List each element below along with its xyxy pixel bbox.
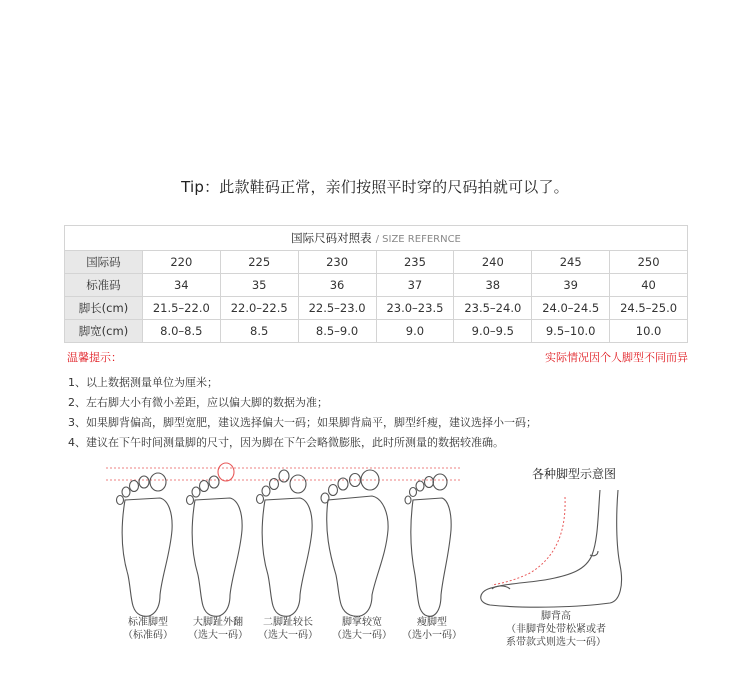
table-cell: 10.0 — [610, 320, 688, 343]
table-cell: 22.0–22.5 — [220, 297, 298, 320]
table-row — [65, 274, 688, 297]
table-cell: 23.0–23.5 — [376, 297, 454, 320]
tip-text: Tip：此款鞋码正常，亲们按照平时穿的尺码拍就可以了。 — [181, 178, 569, 196]
table-row — [65, 251, 688, 274]
table-cell: 8.5–9.0 — [298, 320, 376, 343]
table-cell: 225 — [220, 251, 298, 274]
row-header: 脚长(cm) — [65, 297, 143, 320]
table-caption-title: 国际尺码对照表 — [291, 231, 372, 245]
wide-foot-icon — [321, 470, 388, 616]
table-cell: 230 — [298, 251, 376, 274]
table-cell: 240 — [454, 251, 532, 274]
table-cell: 235 — [376, 251, 454, 274]
side-view-title: 各种脚型示意图 — [532, 467, 617, 481]
table-cell: 36 — [298, 274, 376, 297]
foot-type-advice: （选大一码） — [188, 630, 248, 641]
table-cell: 37 — [376, 274, 454, 297]
table-cell: 245 — [532, 251, 610, 274]
foot-type-name: 大脚趾外翻 — [193, 617, 243, 628]
note-item: 2、左右脚大小有微小差距，应以偏大脚的数据为准； — [68, 396, 328, 409]
foot-types-illustration — [100, 460, 480, 640]
foot-type-label — [253, 616, 323, 642]
row-header: 国际码 — [65, 251, 143, 274]
table-row — [65, 320, 688, 343]
table-caption — [65, 226, 688, 251]
table-cell: 220 — [142, 251, 220, 274]
side-view-label-line: （非脚背处带松紧或者 — [506, 624, 606, 635]
table-cell: 40 — [610, 274, 688, 297]
foot-type-label — [183, 616, 253, 642]
foot-type-name: 标准脚型 — [128, 617, 168, 628]
table-cell: 8.5 — [220, 320, 298, 343]
notes-list — [68, 373, 537, 453]
table-cell: 21.5–22.0 — [142, 297, 220, 320]
bunion-foot-icon — [187, 463, 243, 616]
foot-type-label — [397, 616, 467, 642]
warm-tip-heading: 温馨提示： — [67, 351, 122, 364]
note-item: 3、如果脚背偏高，脚型宽肥，建议选择偏大一码；如果脚背扁平，脚型纤瘦，建议选择小一码； — [68, 416, 537, 429]
standard-foot-icon — [117, 473, 173, 616]
note-item: 1、以上数据测量单位为厘米； — [68, 376, 218, 389]
foot-type-advice: （选大一码） — [258, 630, 318, 641]
table-cell: 35 — [220, 274, 298, 297]
size-reference-table — [64, 225, 688, 343]
foot-type-advice: （选小一码） — [402, 630, 462, 641]
foot-type-advice: （标准码） — [123, 630, 173, 641]
side-view-label-line: 系带款式则选大一码） — [506, 637, 606, 648]
table-cell: 24.0–24.5 — [532, 297, 610, 320]
table-cell: 39 — [532, 274, 610, 297]
side-view-label-line: 脚背高 — [541, 611, 571, 622]
note-item: 4、建议在下午时间测量脚的尺寸，因为脚在下午会略微膨胀，此时所测量的数据较准确。 — [68, 436, 504, 449]
slim-foot-icon — [405, 474, 451, 616]
side-view-label — [496, 610, 616, 649]
table-cell: 9.0 — [376, 320, 454, 343]
row-header: 标准码 — [65, 274, 143, 297]
table-cell: 9.5–10.0 — [532, 320, 610, 343]
foot-type-label — [113, 616, 183, 642]
table-cell: 23.5–24.0 — [454, 297, 532, 320]
foot-type-name: 瘦脚型 — [417, 617, 447, 628]
table-cell: 34 — [142, 274, 220, 297]
table-cell: 8.0–8.5 — [142, 320, 220, 343]
foot-type-name: 脚掌较宽 — [342, 617, 382, 628]
table-caption-sub: / SIZE REFERNCE — [375, 234, 461, 245]
difference-note: 实际情况因个人脚型不同而异 — [545, 351, 688, 364]
row-header: 脚宽(cm) — [65, 320, 143, 343]
table-cell: 250 — [610, 251, 688, 274]
high-instep-foot-illustration — [470, 485, 640, 615]
table-cell: 9.0–9.5 — [454, 320, 532, 343]
table-cell: 24.5–25.0 — [610, 297, 688, 320]
long-second-toe-foot-icon — [257, 470, 313, 616]
foot-type-advice: （选大一码） — [332, 630, 392, 641]
foot-type-name: 二脚趾较长 — [263, 617, 313, 628]
table-row — [65, 297, 688, 320]
foot-type-label — [327, 616, 397, 642]
table-cell: 38 — [454, 274, 532, 297]
table-cell: 22.5–23.0 — [298, 297, 376, 320]
